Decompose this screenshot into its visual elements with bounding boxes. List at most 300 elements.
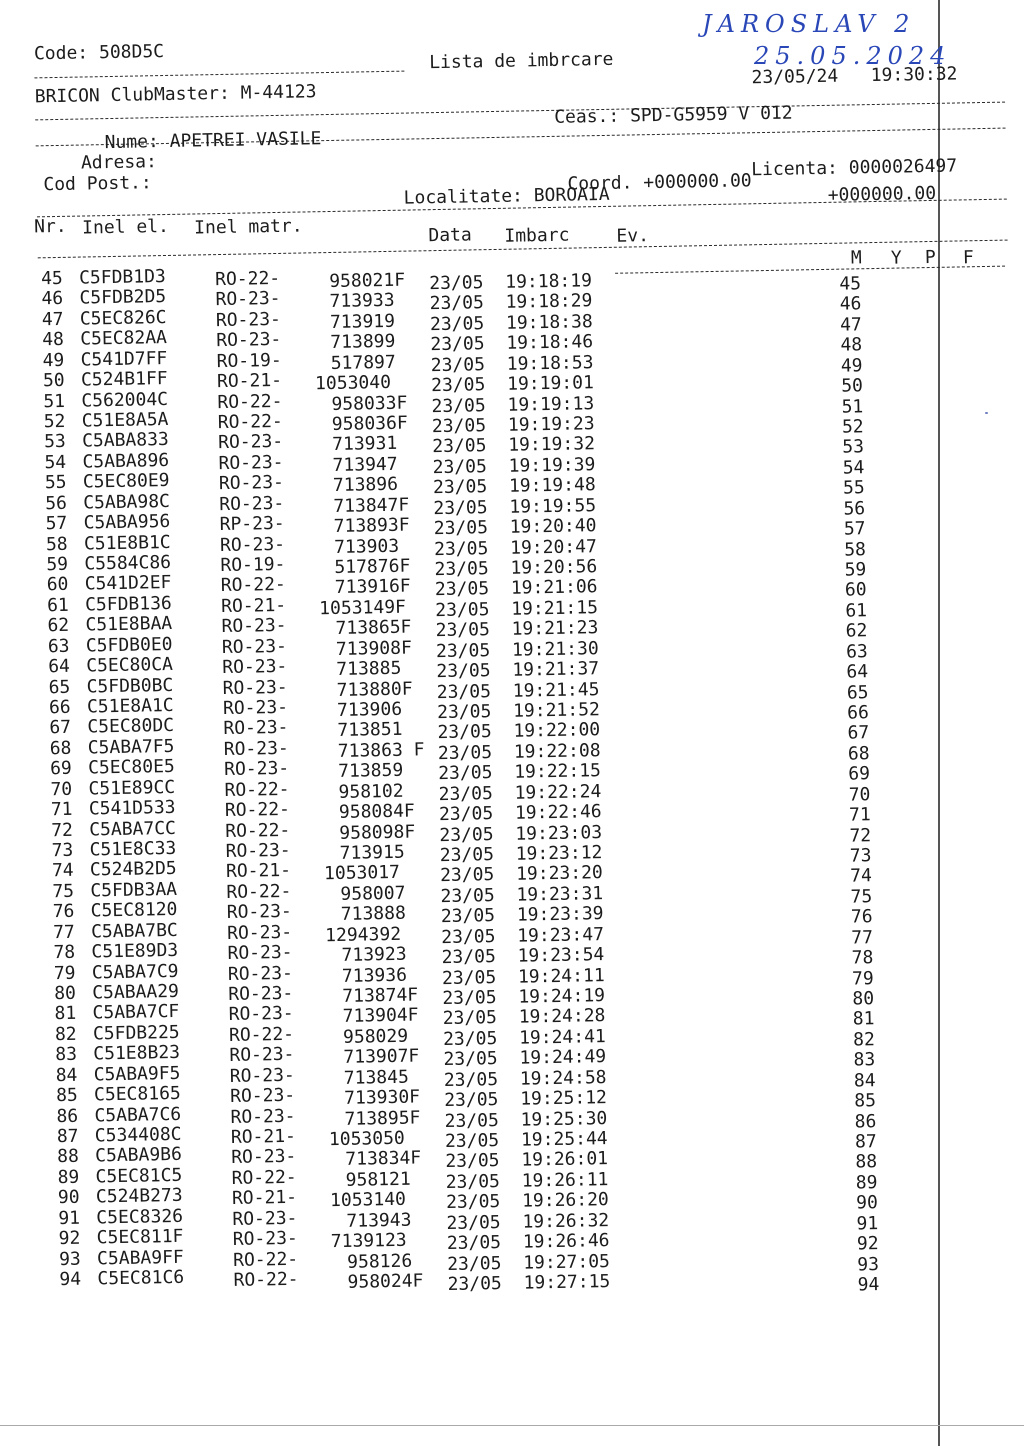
row-ring-number: 713874F <box>342 984 419 1007</box>
row-nr: 79 <box>53 962 76 984</box>
col-ev-header: Ev. <box>616 225 650 247</box>
row-time: 19:22:24 <box>514 780 602 804</box>
row-time: 19:18:53 <box>506 351 594 375</box>
row-inel-el: C5ABA9B6 <box>95 1144 183 1167</box>
m-value: 83 <box>853 1049 876 1071</box>
row-time: 19:21:37 <box>512 658 600 681</box>
row-series: RO-23- <box>230 1105 296 1128</box>
row-time: 19:20:47 <box>509 535 598 559</box>
row-date: 23/05 <box>434 578 490 601</box>
row-ring-number: 7139123 <box>330 1229 407 1253</box>
row-inel-el: C541D533 <box>88 797 176 820</box>
row-ring-number: 958007 <box>340 882 406 905</box>
row-date: 23/05 <box>438 803 494 826</box>
row-ring-number: 713863 F <box>337 739 425 762</box>
m-value: 74 <box>850 865 873 888</box>
row-time: 19:19:55 <box>509 494 597 518</box>
row-series: RO-23- <box>231 1146 297 1169</box>
m-value: 63 <box>845 640 868 663</box>
row-ring-number: 1053017 <box>323 862 401 885</box>
row-inel-el: C5ABA7F5 <box>87 735 175 759</box>
row-nr: 82 <box>54 1023 77 1046</box>
row-date: 23/05 <box>433 517 489 540</box>
row-ring-number: 958021F <box>329 269 406 293</box>
row-time: 19:19:48 <box>508 474 596 498</box>
row-nr: 50 <box>42 370 65 392</box>
row-inel-el: C5ABAA29 <box>92 980 180 1004</box>
row-inel-el: C562004C <box>81 388 169 412</box>
row-series: RO-22- <box>228 1023 295 1046</box>
row-nr: 81 <box>54 1003 77 1025</box>
m-value: 47 <box>839 314 862 336</box>
m-value: 80 <box>852 988 875 1010</box>
row-date: 23/05 <box>441 966 497 989</box>
m-value: 82 <box>853 1029 876 1051</box>
row-ring-number: 713896 <box>332 474 399 497</box>
m-value: 68 <box>847 743 870 765</box>
row-date: 23/05 <box>442 987 497 1010</box>
row-time: 19:18:46 <box>506 331 594 355</box>
m-value: 65 <box>846 681 869 704</box>
row-ring-number: 713851 <box>337 719 403 742</box>
m-value: 91 <box>856 1212 879 1235</box>
row-series: RO-23- <box>221 615 287 638</box>
m-value: 90 <box>856 1192 879 1214</box>
row-date: 23/05 <box>433 496 488 519</box>
row-date: 23/05 <box>430 333 485 356</box>
row-ring-number: 713930F <box>343 1086 421 1110</box>
row-nr: 85 <box>55 1084 78 1107</box>
row-ring-number: 958084F <box>338 800 415 824</box>
row-inel-el: C541D7FF <box>80 347 168 371</box>
row-time: 19:19:13 <box>507 392 595 416</box>
row-nr: 70 <box>50 778 73 800</box>
row-ring-number: 713904F <box>342 1004 419 1028</box>
row-inel-el: C534408C <box>94 1123 182 1147</box>
row-time: 19:24:19 <box>518 985 606 1008</box>
m-value: 58 <box>844 538 867 561</box>
col-inel-el-header: Inel el. <box>82 215 170 239</box>
row-series: RO-23- <box>217 431 284 454</box>
row-inel-el: C51E89CC <box>88 776 176 800</box>
row-time: 19:20:56 <box>510 556 598 579</box>
row-series: RO-23- <box>216 329 282 352</box>
row-series: RO-23- <box>219 533 286 556</box>
row-ring-number: 713919 <box>329 310 396 333</box>
row-nr: 66 <box>48 696 71 719</box>
row-nr: 54 <box>44 451 67 474</box>
cod-post-label: Cod Post.: <box>43 172 152 196</box>
row-nr: 73 <box>51 839 74 862</box>
row-series: RO-23- <box>218 451 284 474</box>
row-nr: 87 <box>56 1125 79 1148</box>
row-nr: 90 <box>57 1187 80 1209</box>
code-label: Code: 508D5C <box>33 41 165 65</box>
row-series: RP-23- <box>219 513 285 536</box>
row-nr: 68 <box>49 737 72 760</box>
row-nr: 51 <box>43 390 66 412</box>
row-date: 23/05 <box>444 1130 500 1153</box>
m-value: 85 <box>854 1090 877 1112</box>
m-value: 56 <box>843 497 866 520</box>
m-value: 57 <box>843 518 866 540</box>
row-series: RO-22- <box>233 1268 299 1291</box>
row-date: 23/05 <box>430 353 486 376</box>
row-nr: 52 <box>43 410 66 433</box>
row-inel-el: C5ABA7BC <box>90 919 178 943</box>
row-ring-number: 713923 <box>341 943 407 967</box>
m-value: 73 <box>849 845 872 867</box>
row-date: 23/05 <box>436 701 492 724</box>
row-inel-el: C524B2D5 <box>89 858 177 881</box>
row-nr: 72 <box>51 819 74 841</box>
row-nr: 74 <box>51 860 74 882</box>
row-nr: 46 <box>41 288 64 310</box>
row-inel-el: C5EC80CA <box>86 654 174 677</box>
row-series: RO-23- <box>215 308 282 331</box>
row-date: 23/05 <box>431 394 486 417</box>
row-inel-el: C5ABA9FF <box>96 1246 184 1270</box>
row-inel-el: C541D2EF <box>84 572 172 595</box>
row-ring-number: 713936 <box>341 964 408 987</box>
row-series: RO-23- <box>219 492 285 515</box>
row-date: 23/05 <box>430 374 486 397</box>
row-date: 23/05 <box>429 313 485 336</box>
row-date: 23/05 <box>436 660 491 683</box>
row-nr: 48 <box>42 329 65 351</box>
row-inel-el: C51E8A5A <box>81 408 169 432</box>
row-ring-number: 713888 <box>340 903 407 926</box>
licenta-label: Licenta: 0000026497 <box>751 155 958 181</box>
row-ring-number: 713845 <box>343 1066 410 1089</box>
row-series: RO-22- <box>232 1248 299 1271</box>
row-inel-el: C5ABA7C9 <box>91 960 179 984</box>
m-value: 61 <box>845 600 868 622</box>
row-date: 23/05 <box>445 1150 500 1173</box>
row-series: RO-21- <box>216 370 283 393</box>
row-inel-el: C5EC8165 <box>93 1083 181 1106</box>
row-date: 23/05 <box>441 925 496 948</box>
m-value: 94 <box>857 1274 880 1296</box>
row-inel-el: C5EC81C6 <box>97 1266 185 1290</box>
row-inel-el: C5ABA7CC <box>89 817 177 841</box>
row-time: 19:21:45 <box>512 678 600 702</box>
m-value: 88 <box>855 1151 878 1174</box>
row-inel-el: C5FDB0BC <box>86 674 174 698</box>
row-ring-number: 713880F <box>336 678 413 701</box>
row-series: RO-21- <box>230 1125 297 1149</box>
row-date: 23/05 <box>446 1232 502 1255</box>
row-nr: 58 <box>45 533 68 555</box>
row-date: 23/05 <box>443 1048 498 1071</box>
m-value: 79 <box>851 967 874 990</box>
row-inel-el: C5EC8326 <box>96 1205 184 1229</box>
row-series: RO-23- <box>222 676 288 699</box>
row-inel-el: C5EC81C5 <box>95 1164 183 1188</box>
row-inel-el: C5FDB3AA <box>90 878 178 902</box>
row-ring-number: 958024F <box>347 1270 424 1293</box>
row-ring-number: 713947 <box>332 453 398 476</box>
row-ring-number: 713865F <box>335 616 412 640</box>
row-ring-number: 713834F <box>345 1147 422 1171</box>
divider <box>34 71 404 79</box>
row-time: 19:21:52 <box>512 699 601 722</box>
row-nr: 78 <box>53 941 76 964</box>
adresa-label: Adresa: <box>80 151 158 174</box>
row-series: RO-21- <box>231 1187 298 1210</box>
row-nr: 88 <box>57 1146 80 1168</box>
row-nr: 89 <box>57 1166 80 1189</box>
row-time: 19:24:11 <box>517 964 605 988</box>
row-inel-el: C5FDB0E0 <box>85 633 173 657</box>
row-nr: 91 <box>58 1207 81 1229</box>
row-nr: 93 <box>58 1248 81 1270</box>
m-value: 87 <box>854 1131 877 1153</box>
row-nr: 56 <box>45 492 68 514</box>
row-ring-number: 958033F <box>331 392 408 415</box>
row-series: RO-23- <box>227 962 294 985</box>
row-nr: 45 <box>40 267 63 290</box>
row-inel-el: C5ABA896 <box>82 449 170 473</box>
row-time: 19:23:03 <box>515 821 603 845</box>
row-ring-number: 713899 <box>330 331 396 354</box>
row-time: 19:21:06 <box>510 576 598 600</box>
row-inel-el: C51E8B23 <box>93 1042 181 1065</box>
row-ring-number: 713893F <box>333 514 410 538</box>
row-nr: 65 <box>48 676 71 698</box>
row-ring-number: 517876F <box>334 555 411 578</box>
row-time: 19:26:11 <box>521 1168 609 1192</box>
row-nr: 83 <box>55 1044 78 1066</box>
row-ring-number: 713908F <box>335 637 412 660</box>
m-value: 93 <box>857 1253 880 1276</box>
row-date: 23/05 <box>444 1089 499 1112</box>
row-time: 19:25:30 <box>520 1107 608 1131</box>
row-nr: 77 <box>52 921 75 943</box>
m-value: 77 <box>851 926 874 949</box>
row-time: 19:27:15 <box>523 1271 611 1294</box>
row-series: RO-23- <box>229 1064 295 1087</box>
row-date: 23/05 <box>440 905 496 928</box>
m-value: 84 <box>853 1069 876 1092</box>
row-date: 23/05 <box>447 1252 502 1275</box>
row-time: 19:24:49 <box>519 1046 607 1069</box>
m-value: 89 <box>855 1172 878 1194</box>
row-date: 23/05 <box>438 782 494 805</box>
row-date: 23/05 <box>447 1273 502 1296</box>
row-nr: 64 <box>48 655 71 678</box>
row-date: 23/05 <box>439 823 494 846</box>
row-series: RO-23- <box>227 941 293 965</box>
row-inel-el: C5584C86 <box>84 551 172 575</box>
col-m-header: M <box>850 247 862 269</box>
row-ring-number: 1053140 <box>329 1189 407 1212</box>
row-date: 23/05 <box>442 1007 498 1030</box>
row-ring-number: 958126 <box>346 1250 413 1273</box>
col-y-header: Y <box>890 247 902 269</box>
row-time: 19:23:54 <box>517 944 605 967</box>
m-value: 51 <box>841 395 864 418</box>
row-date: 23/05 <box>439 844 495 867</box>
m-value: 60 <box>844 579 867 602</box>
row-time: 19:22:46 <box>514 801 602 824</box>
row-ring-number: 1053149F <box>319 596 407 620</box>
m-value: 54 <box>842 457 865 479</box>
row-time: 19:23:20 <box>515 862 603 886</box>
row-inel-el: C5EC80DC <box>87 715 175 738</box>
row-date: 23/05 <box>437 721 492 744</box>
row-series: RO-23- <box>232 1207 298 1230</box>
row-ring-number: 958102 <box>338 780 404 803</box>
row-time: 19:23:39 <box>516 903 604 927</box>
row-time: 19:19:01 <box>506 372 595 395</box>
row-series: RO-23- <box>226 921 293 944</box>
row-series: RO-23- <box>229 1084 296 1108</box>
m-value: 78 <box>851 947 874 969</box>
row-time: 19:23:47 <box>517 923 605 947</box>
row-ring-number: 1053040 <box>314 372 392 395</box>
row-ring-number: 713847F <box>333 494 410 517</box>
row-date: 23/05 <box>439 864 495 887</box>
row-date: 23/05 <box>429 272 484 295</box>
row-series: RO-23- <box>232 1227 298 1251</box>
row-inel-el: C51E8B1C <box>83 531 171 555</box>
row-nr: 47 <box>41 308 64 331</box>
row-nr: 53 <box>43 431 66 453</box>
row-time: 19:26:01 <box>521 1148 609 1172</box>
row-inel-el: C51E89D3 <box>91 940 179 963</box>
row-time: 19:18:19 <box>505 270 593 293</box>
row-inel-el: C5ABA9F5 <box>93 1062 181 1086</box>
row-inel-el: C5EC8120 <box>90 899 178 922</box>
row-date: 23/05 <box>431 415 487 438</box>
row-series: RO-22- <box>231 1166 297 1189</box>
localitate-label: Localitate: BOROAIA <box>403 183 610 209</box>
m-value: 86 <box>854 1110 877 1133</box>
row-date: 23/05 <box>437 741 493 764</box>
row-inel-el: C5FDB225 <box>92 1021 180 1045</box>
row-series: RO-19- <box>220 553 286 577</box>
row-series: RO-23- <box>223 737 289 760</box>
row-inel-el: C5ABA98C <box>83 490 171 514</box>
m-value: 62 <box>845 620 868 642</box>
row-series: RO-23- <box>223 717 289 740</box>
print-datetime: 23/05/24 19:30:32 <box>751 63 958 89</box>
row-series: RO-22- <box>224 798 291 822</box>
row-inel-el: C5FDB2D5 <box>79 286 167 310</box>
row-inel-el: C51E8C33 <box>89 837 177 861</box>
row-ring-number: 713915 <box>339 841 405 864</box>
col-f-header: F <box>962 247 974 269</box>
handwritten-name: JAROSLAV 2 <box>702 10 916 38</box>
row-ring-number: 958121 <box>345 1168 411 1191</box>
row-inel-el: C5EC811F <box>96 1226 184 1249</box>
row-ring-number: 713895F <box>344 1107 421 1130</box>
row-time: 19:22:00 <box>513 719 601 743</box>
row-inel-el: C5EC826C <box>79 306 167 330</box>
row-nr: 86 <box>56 1105 79 1127</box>
row-date: 23/05 <box>429 292 485 315</box>
row-time: 19:26:20 <box>521 1189 609 1212</box>
row-inel-el: C5ABA7CF <box>92 1001 180 1024</box>
row-date: 23/05 <box>446 1211 501 1234</box>
row-nr: 59 <box>46 553 69 576</box>
handwritten-date: 25.05.2024 <box>754 42 952 70</box>
row-nr: 80 <box>54 982 77 1005</box>
m-value: 70 <box>848 783 871 806</box>
row-series: RO-22- <box>224 778 290 801</box>
row-date: 23/05 <box>433 537 489 560</box>
m-value: 76 <box>850 906 873 928</box>
row-date: 23/05 <box>432 476 488 499</box>
row-series: RO-23- <box>215 288 281 311</box>
row-series: RO-19- <box>216 349 282 372</box>
m-value: 49 <box>840 354 863 377</box>
divider <box>615 266 1005 274</box>
row-time: 19:22:15 <box>514 760 602 784</box>
row-ring-number: 1053050 <box>328 1127 405 1151</box>
row-series: RO-23- <box>218 472 285 495</box>
col-nr-header: Nr. <box>33 215 67 238</box>
row-ring-number: 713885 <box>336 657 402 681</box>
row-time: 19:19:23 <box>507 413 595 436</box>
row-series: RO-23- <box>226 901 292 924</box>
col-p-header: P <box>924 246 936 269</box>
row-series: RO-23- <box>229 1044 295 1067</box>
row-inel-el: C51E8BAA <box>85 613 173 636</box>
row-time: 19:19:32 <box>508 433 596 457</box>
row-inel-el: C524B273 <box>95 1185 183 1208</box>
row-series: RO-22- <box>217 390 283 413</box>
m-value: 53 <box>842 436 865 459</box>
col-inel-matr-header: Inel matr. <box>194 215 303 239</box>
row-ring-number: 958098F <box>339 821 416 844</box>
m-value: 59 <box>844 559 867 581</box>
m-value: 69 <box>848 763 871 785</box>
m-value: 64 <box>846 661 869 683</box>
row-inel-el: C5ABA7C6 <box>94 1103 182 1127</box>
m-value: 55 <box>842 477 865 499</box>
row-series: RO-21- <box>225 860 292 883</box>
row-time: 19:21:23 <box>511 617 599 641</box>
row-time: 19:24:28 <box>518 1005 606 1029</box>
row-ring-number: 713907F <box>343 1045 420 1069</box>
row-time: 19:25:44 <box>520 1128 608 1151</box>
row-nr: 92 <box>58 1227 81 1250</box>
row-series: RO-23- <box>221 635 288 658</box>
row-nr: 76 <box>52 901 75 923</box>
row-time: 19:18:29 <box>505 290 593 314</box>
row-time: 19:24:41 <box>518 1025 606 1049</box>
m-value: 71 <box>848 804 871 826</box>
row-series: RO-21- <box>220 594 287 617</box>
nume-label: Nume: APETREI VASILE <box>104 128 322 154</box>
m-value: 48 <box>840 334 863 356</box>
row-time: 19:23:31 <box>516 882 604 906</box>
row-ring-number: 713933 <box>329 290 395 313</box>
row-ring-number: 713906 <box>336 698 403 721</box>
row-date: 23/05 <box>445 1170 501 1193</box>
row-series: RO-23- <box>228 1003 294 1026</box>
row-ring-number: 958036F <box>331 412 408 435</box>
m-value: 46 <box>839 293 862 316</box>
row-nr: 62 <box>47 615 70 637</box>
m-value: 52 <box>841 416 864 438</box>
row-time: 19:26:32 <box>522 1209 610 1233</box>
row-ring-number: 1294392 <box>325 923 402 946</box>
row-nr: 57 <box>45 513 68 535</box>
row-inel-el: C5FDB136 <box>84 592 172 616</box>
